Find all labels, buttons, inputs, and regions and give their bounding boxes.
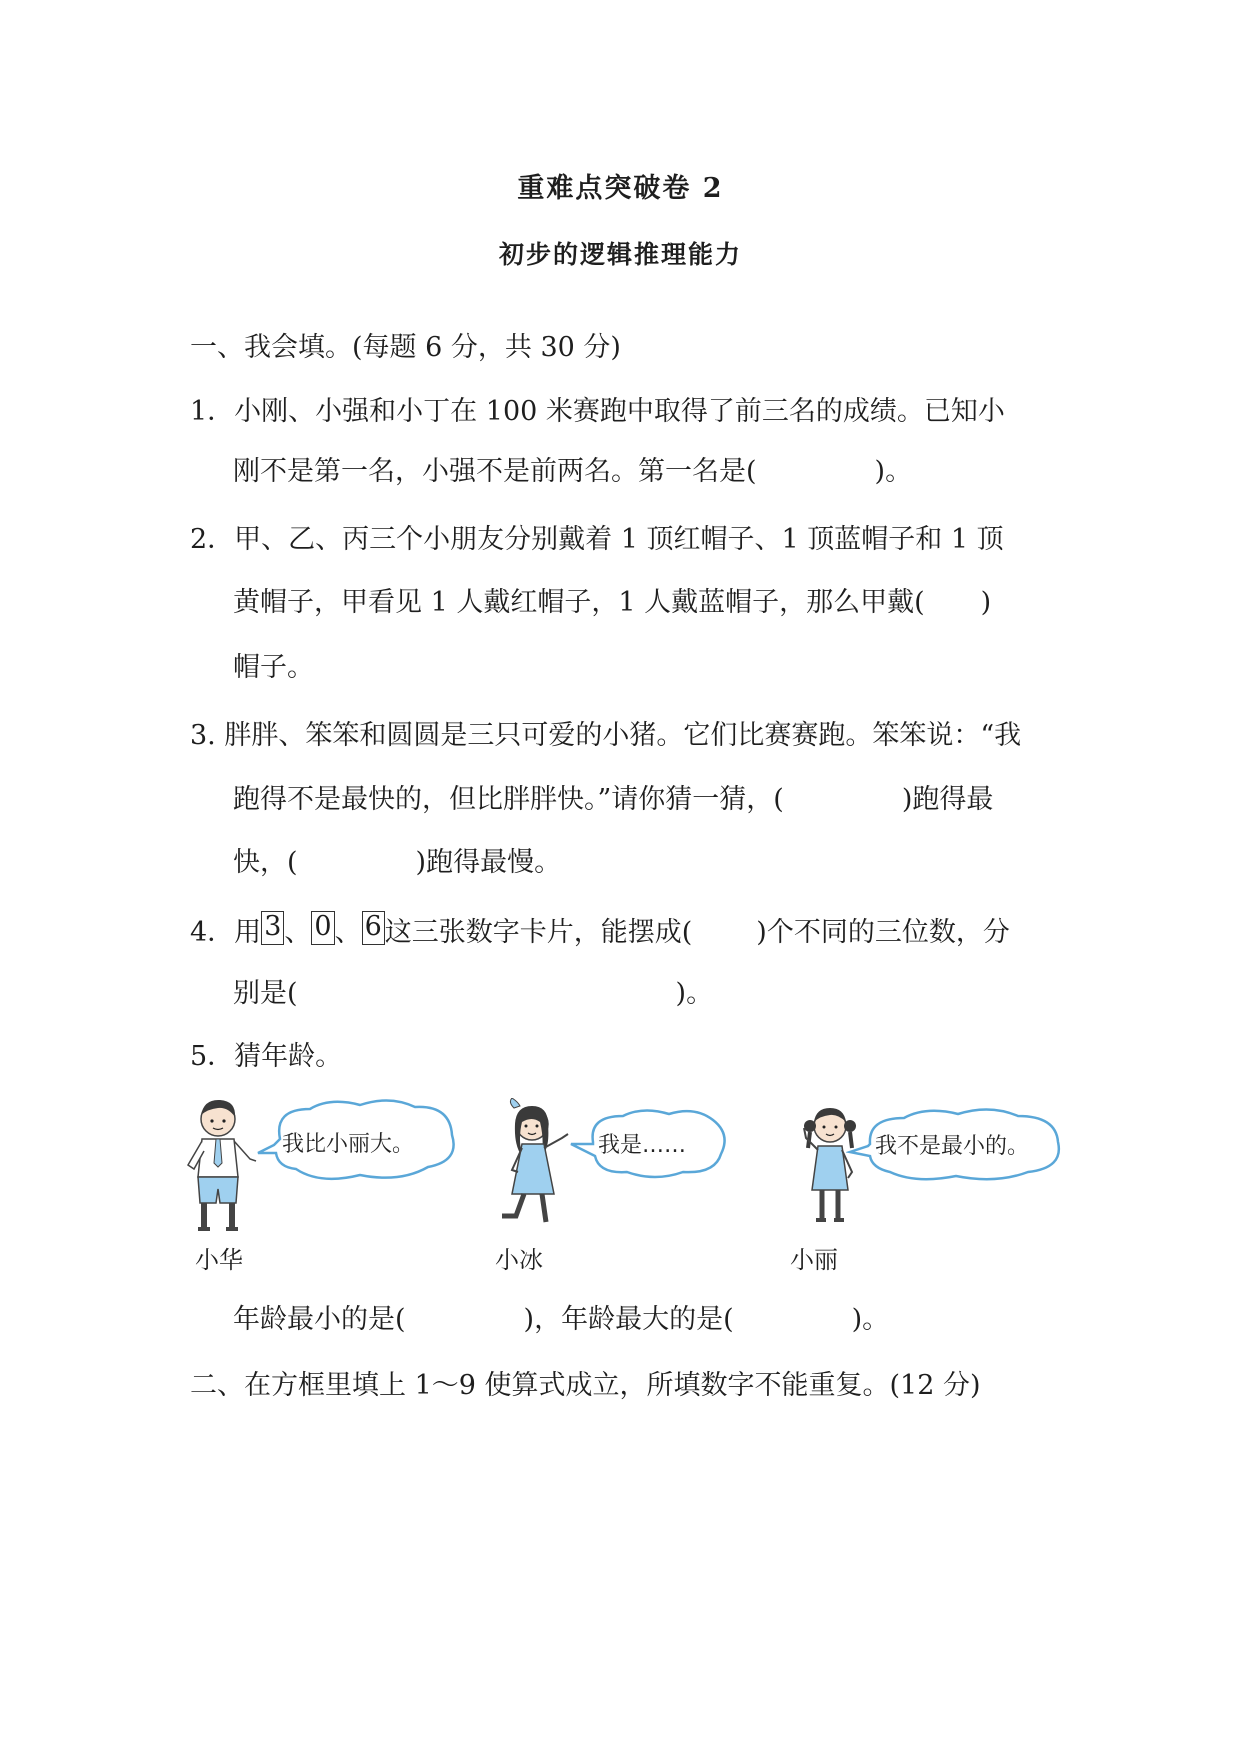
q4-text-end: )。 xyxy=(675,978,714,1009)
q3-line2 xyxy=(233,780,993,820)
section-heading: 一、我会填。(每题 6 分，共 30 分) xyxy=(190,332,621,363)
section2-heading: 二、在方框里填上 1～9 使算式成立，所填数字不能重复。(12 分) xyxy=(190,1370,981,1401)
q4-sep: 、 xyxy=(334,917,362,948)
q1-line2 xyxy=(233,452,912,492)
q3-text: 跑得不是最快的，但比胖胖快。”请你猜一猜，( xyxy=(233,784,784,815)
page-subtitle: 初步的逻辑推理能力 xyxy=(498,240,742,269)
q2-line3: 帽子。 xyxy=(233,652,314,683)
q3-line3 xyxy=(233,843,561,883)
q5-label: 5．猜年龄。 xyxy=(190,1041,343,1072)
q3-text-end: )跑得最慢。 xyxy=(415,847,562,878)
q4-line1 xyxy=(190,913,1010,953)
q2-text-end: ) xyxy=(980,587,992,618)
q4-text: 别是( xyxy=(233,978,298,1009)
q4-prefix: 4．用 xyxy=(190,917,262,948)
kid-name-1: 小华 xyxy=(195,1246,243,1274)
q4-line2 xyxy=(233,974,713,1014)
speech-text-2: 我是…… xyxy=(598,1133,687,1158)
kid-name-2: 小冰 xyxy=(495,1246,543,1274)
q3-text-mid: )跑得最 xyxy=(901,784,994,815)
q1-line1: 1．小刚、小强和小丁在 100 米赛跑中取得了前三名的成绩。已知小 xyxy=(190,396,1005,427)
q5-text-a: 年龄最小的是( xyxy=(233,1304,406,1335)
q3-text-2: 快，( xyxy=(233,847,298,878)
q5-text-b: )，年龄最大的是( xyxy=(523,1304,734,1335)
q3-line1: 3. 胖胖、笨笨和圆圆是三只可爱的小猪。它们比赛赛跑。笨笨说：“我 xyxy=(190,720,1022,751)
q1-text: 刚不是第一名，小强不是前两名。第一名是( xyxy=(233,456,757,487)
page-title: 重难点突破卷 2 xyxy=(517,173,724,204)
kid-name-3: 小丽 xyxy=(790,1246,838,1274)
q2-line1: 2．甲、乙、丙三个小朋友分别戴着 1 顶红帽子、1 顶蓝帽子和 1 顶 xyxy=(190,524,1004,555)
q5-text-c: )。 xyxy=(851,1304,890,1335)
q1-text-end: )。 xyxy=(874,456,913,487)
speech-text-1: 我比小丽大。 xyxy=(282,1132,415,1157)
digit-card-6: 6 xyxy=(362,911,385,945)
q4-mid: 这三张数字卡片，能摆成( xyxy=(384,917,693,948)
digit-card-0: 0 xyxy=(311,911,334,945)
q2-line2 xyxy=(233,583,991,623)
digit-card-3: 3 xyxy=(261,911,284,945)
q4-tail: )个不同的三位数，分 xyxy=(756,917,1010,948)
q4-sep: 、 xyxy=(284,917,312,948)
q2-text: 黄帽子，甲看见 1 人戴红帽子，1 人戴蓝帽子，那么甲戴( xyxy=(233,587,925,618)
speech-text-3: 我不是最小的。 xyxy=(875,1134,1030,1159)
q5-answer-line xyxy=(233,1300,889,1340)
